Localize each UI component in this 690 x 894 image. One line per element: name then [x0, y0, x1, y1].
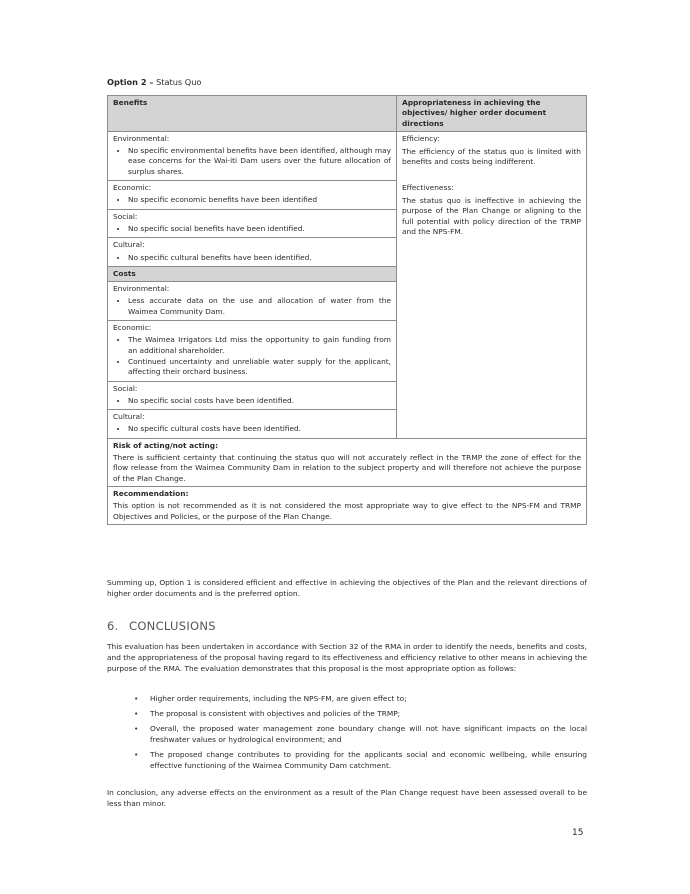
list-item: • No specific cultural costs have been identified. [128, 424, 391, 434]
list-item: • No specific social benefits have been identified. [128, 224, 391, 234]
cost-social [108, 382, 396, 411]
risk-text: There is sufficient certainty that continuing the status quo will not accurately reflect in the TRMP the zone of effect for the flow release from the Waimea Community Dam in relation to the subject property and will therefore not achieve the purpose of the Plan Change. [113, 453, 581, 483]
cost-label: Economic: [113, 323, 152, 333]
risk-cell [108, 438, 587, 486]
recommendation-text: This option is not recommended as it is not considered the most appropriate way to give effect to the NPS-FM and TRMP Objectives and Policies, or the purpose of the Plan Change. [113, 501, 581, 521]
cost-label: Environmental: [113, 284, 170, 294]
appropriateness-cell [397, 131, 587, 438]
benefit-label: Cultural: [113, 240, 145, 250]
benefit-label: Economic: [113, 183, 152, 193]
conclusions-list [107, 693, 587, 775]
option-title [107, 77, 201, 87]
conclusions-intro: This evaluation has been undertaken in accordance with Section 32 of the RMA in order to identify the needs, benefits and costs, and the appropriateness of the proposal having regard to its effectiveness and efficiency relative to other means in achieving the purpose of the RMA. The evaluation demonstrates that this proposal is the most appropriate option as follows: [107, 642, 587, 673]
benefit-environmental [108, 132, 396, 181]
benefit-cultural [108, 238, 396, 267]
benefits-header: Benefits [108, 96, 397, 132]
benefit-label: Social: [113, 211, 138, 221]
list-item: • No specific social costs have been identified. [128, 396, 391, 406]
list-item: • Higher order requirements, including the NPS-FM, are given effect to; [107, 693, 587, 704]
costs-header: Costs [108, 267, 396, 282]
section-title: CONCLUSIONS [129, 619, 216, 633]
section-number: 6. [107, 619, 119, 633]
option-title-rest: Status Quo [153, 77, 202, 87]
appropriateness-header: Appropriateness in achieving the objectives/ higher order document directions [397, 96, 587, 132]
recommendation-label: Recommendation: [113, 488, 189, 498]
risk-label: Risk of acting/not acting: [113, 440, 219, 450]
list-item: • The proposal is consistent with objectives and policies of the TRMP; [107, 708, 587, 719]
list-item: • Less accurate data on the use and allocation of water from the Waimea Community Dam. [128, 296, 391, 317]
list-item: • Continued uncertainty and unreliable water supply for the applicant, affecting their orchard business. [128, 357, 391, 378]
benefits-costs-cell [108, 131, 397, 438]
list-item: • The proposed change contributes to providing for the applicants social and economic wellbeing, while ensuring effective functioning of the Waimea Community Dam catchment. [107, 749, 587, 771]
summary-paragraph: Summing up, Option 1 is considered efficient and effective in achieving the objectives of the Plan and the relevant directions of higher order documents and is the preferred option. [107, 578, 587, 598]
benefit-label: Environmental: [113, 133, 170, 143]
list-item: • No specific cultural benefits have been identified. [128, 253, 391, 263]
option-table [107, 95, 587, 525]
list-item: • Overall, the proposed water management zone boundary change will not have significant impacts on the local freshwater values or hydrological environment; and [107, 723, 587, 745]
cost-label: Social: [113, 383, 138, 393]
list-item: • No specific environmental benefits have been identified, although may ease concerns for the Wai-iti Dam users over the future allocation of surplus shares. [128, 146, 391, 177]
recommendation-cell [108, 486, 587, 524]
option-title-bold: Option 2 – [107, 77, 154, 87]
effectiveness-text: The status quo is ineffective in achieving the purpose of the Plan Change or aligning to the full potential with policy direction of the TRMP and the NPS-FM. [402, 196, 581, 236]
conclusions-heading [107, 619, 216, 633]
efficiency-text: The efficiency of the status quo is limited with benefits and costs being indifferent. [402, 147, 581, 167]
cost-label: Cultural: [113, 412, 145, 422]
cost-cultural [108, 410, 396, 438]
cost-environmental [108, 282, 396, 321]
effectiveness-label: Effectiveness: [402, 182, 454, 192]
benefit-economic [108, 181, 396, 210]
efficiency-label: Efficiency: [402, 133, 440, 143]
benefit-social [108, 210, 396, 239]
list-item: • No specific economic benefits have been identified [128, 195, 391, 205]
list-item: • The Waimea Irrigators Ltd miss the opportunity to gain funding from an additional shareholder. [128, 335, 391, 356]
page-number: 15 [572, 828, 584, 838]
cost-economic [108, 321, 396, 381]
conclusions-closing: In conclusion, any adverse effects on the environment as a result of the Plan Change request have been assessed overall to be less than minor. [107, 788, 587, 808]
